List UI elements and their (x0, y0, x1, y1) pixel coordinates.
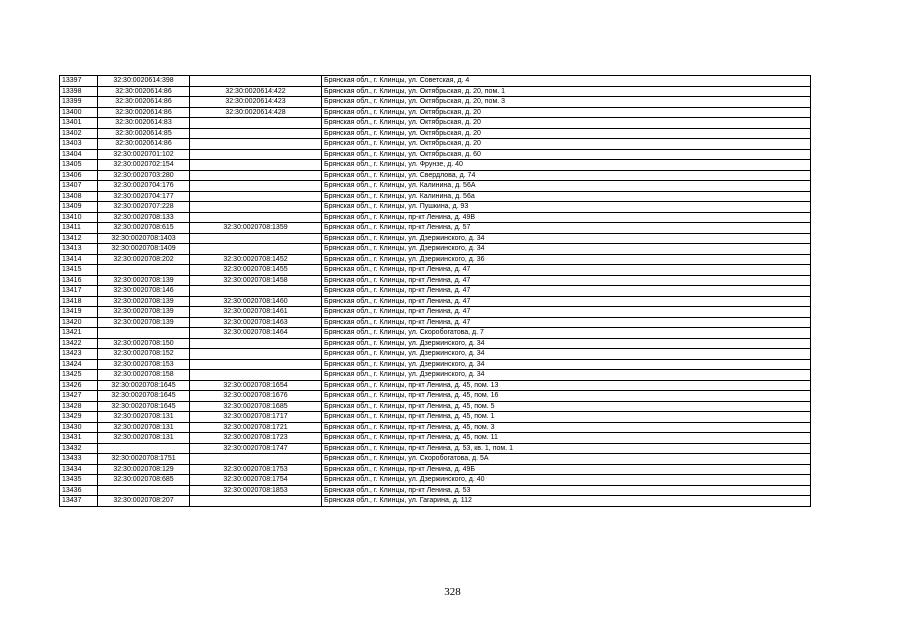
cadastral-number-cell: 32:30:0020702:154 (98, 160, 190, 171)
cadastral-number-cell (98, 443, 190, 454)
address-cell: Брянская обл., г. Клинцы, пр-кт Ленина, д. 47 (322, 296, 811, 307)
sub-cadastral-number-cell: 32:30:0020708:1685 (190, 401, 322, 412)
table-row (60, 433, 811, 444)
address-cell: Брянская обл., г. Клинцы, ул. Скоробогатова, д. 5А (322, 454, 811, 465)
row-number-cell: 13429 (60, 412, 98, 423)
cadastral-number-cell: 32:30:0020708:129 (98, 464, 190, 475)
table-row (60, 76, 811, 87)
table-row (60, 191, 811, 202)
row-number-cell: 13398 (60, 86, 98, 97)
sub-cadastral-number-cell (190, 160, 322, 171)
row-number-cell: 13428 (60, 401, 98, 412)
address-cell: Брянская обл., г. Клинцы, ул. Гагарина, д. 112 (322, 496, 811, 507)
cadastral-number-cell (98, 328, 190, 339)
sub-cadastral-number-cell (190, 244, 322, 255)
row-number-cell: 13408 (60, 191, 98, 202)
address-cell: Брянская обл., г. Клинцы, ул. Свердлова, д. 74 (322, 170, 811, 181)
cadastral-number-cell: 32:30:0020707:228 (98, 202, 190, 213)
table-row (60, 475, 811, 486)
table-row (60, 202, 811, 213)
cadastral-number-cell: 32:30:0020708:133 (98, 212, 190, 223)
sub-cadastral-number-cell (190, 149, 322, 160)
cadastral-number-cell: 32:30:0020614:86 (98, 139, 190, 150)
sub-cadastral-number-cell (190, 454, 322, 465)
address-cell: Брянская обл., г. Клинцы, пр-кт Ленина, д. 45, пом. 13 (322, 380, 811, 391)
sub-cadastral-number-cell: 32:30:0020614:428 (190, 107, 322, 118)
row-number-cell: 13437 (60, 496, 98, 507)
cadastral-number-cell: 32:30:0020614:86 (98, 86, 190, 97)
sub-cadastral-number-cell (190, 359, 322, 370)
cadastral-number-cell: 32:30:0020708:1751 (98, 454, 190, 465)
row-number-cell: 13406 (60, 170, 98, 181)
address-cell: Брянская обл., г. Клинцы, ул. Калинина, д. 56А (322, 181, 811, 192)
sub-cadastral-number-cell (190, 76, 322, 87)
row-number-cell: 13413 (60, 244, 98, 255)
cadastral-number-cell: 32:30:0020708:158 (98, 370, 190, 381)
sub-cadastral-number-cell (190, 233, 322, 244)
address-cell: Брянская обл., г. Клинцы, ул. Дзержинского, д. 34 (322, 359, 811, 370)
sub-cadastral-number-cell: 32:30:0020708:1853 (190, 485, 322, 496)
table-row (60, 233, 811, 244)
table-row (60, 139, 811, 150)
row-number-cell: 13419 (60, 307, 98, 318)
cadastral-number-cell: 32:30:0020708:146 (98, 286, 190, 297)
address-cell: Брянская обл., г. Клинцы, пр-кт Ленина, д. 47 (322, 307, 811, 318)
table-row (60, 223, 811, 234)
cadastral-number-cell: 32:30:0020614:85 (98, 128, 190, 139)
address-cell: Брянская обл., г. Клинцы, ул. Октябрьская, д. 20 (322, 139, 811, 150)
table-row (60, 454, 811, 465)
sub-cadastral-number-cell: 32:30:0020708:1717 (190, 412, 322, 423)
row-number-cell: 13436 (60, 485, 98, 496)
table-row (60, 464, 811, 475)
sub-cadastral-number-cell: 32:30:0020708:1455 (190, 265, 322, 276)
table-row (60, 160, 811, 171)
address-cell: Брянская обл., г. Клинцы, ул. Дзержинского, д. 40 (322, 475, 811, 486)
cadastral-number-cell: 32:30:0020708:139 (98, 296, 190, 307)
address-cell: Брянская обл., г. Клинцы, ул. Октябрьская, д. 20, пом. 1 (322, 86, 811, 97)
address-cell: Брянская обл., г. Клинцы, пр-кт Ленина, д. 47 (322, 265, 811, 276)
table-row (60, 254, 811, 265)
row-number-cell: 13435 (60, 475, 98, 486)
sub-cadastral-number-cell: 32:30:0020708:1461 (190, 307, 322, 318)
address-cell: Брянская обл., г. Клинцы, ул. Октябрьская, д. 20 (322, 128, 811, 139)
row-number-cell: 13404 (60, 149, 98, 160)
table-row (60, 265, 811, 276)
cadastral-number-cell: 32:30:0020614:398 (98, 76, 190, 87)
address-cell: Брянская обл., г. Клинцы, пр-кт Ленина, д. 47 (322, 275, 811, 286)
row-number-cell: 13401 (60, 118, 98, 129)
address-cell: Брянская обл., г. Клинцы, пр-кт Ленина, д. 45, пом. 5 (322, 401, 811, 412)
address-cell: Брянская обл., г. Клинцы, ул. Фрунзе, д. 40 (322, 160, 811, 171)
address-cell: Брянская обл., г. Клинцы, ул. Октябрьская, д. 20 (322, 107, 811, 118)
table-row (60, 275, 811, 286)
table-row (60, 212, 811, 223)
table-row (60, 359, 811, 370)
sub-cadastral-number-cell: 32:30:0020708:1753 (190, 464, 322, 475)
cadastral-number-cell: 32:30:0020701:102 (98, 149, 190, 160)
table-row (60, 149, 811, 160)
cadastral-number-cell: 32:30:0020708:1645 (98, 401, 190, 412)
cadastral-number-cell: 32:30:0020708:202 (98, 254, 190, 265)
address-cell: Брянская обл., г. Клинцы, ул. Дзержинского, д. 34 (322, 370, 811, 381)
table-row (60, 380, 811, 391)
table-row (60, 422, 811, 433)
cadastral-number-cell: 32:30:0020614:86 (98, 97, 190, 108)
address-cell: Брянская обл., г. Клинцы, ул. Скоробогатова, д. 7 (322, 328, 811, 339)
row-number-cell: 13427 (60, 391, 98, 402)
address-cell: Брянская обл., г. Клинцы, пр-кт Ленина, д. 47 (322, 286, 811, 297)
sub-cadastral-number-cell (190, 496, 322, 507)
row-number-cell: 13397 (60, 76, 98, 87)
cadastral-number-cell: 32:30:0020708:1403 (98, 233, 190, 244)
address-cell: Брянская обл., г. Клинцы, пр-кт Ленина, д. 57 (322, 223, 811, 234)
sub-cadastral-number-cell: 32:30:0020614:423 (190, 97, 322, 108)
address-cell: Брянская обл., г. Клинцы, пр-кт Ленина, д. 45, пом. 16 (322, 391, 811, 402)
row-number-cell: 13412 (60, 233, 98, 244)
address-cell: Брянская обл., г. Клинцы, пр-кт Ленина, д. 47 (322, 317, 811, 328)
row-number-cell: 13410 (60, 212, 98, 223)
cadastral-number-cell (98, 485, 190, 496)
sub-cadastral-number-cell: 32:30:0020708:1721 (190, 422, 322, 433)
sub-cadastral-number-cell: 32:30:0020708:1463 (190, 317, 322, 328)
table-row (60, 170, 811, 181)
table-row (60, 107, 811, 118)
sub-cadastral-number-cell (190, 139, 322, 150)
cadastral-number-cell: 32:30:0020614:83 (98, 118, 190, 129)
row-number-cell: 13417 (60, 286, 98, 297)
sub-cadastral-number-cell (190, 202, 322, 213)
cadastral-number-cell: 32:30:0020708:131 (98, 433, 190, 444)
table-row (60, 370, 811, 381)
table-row (60, 412, 811, 423)
address-cell: Брянская обл., г. Клинцы, ул. Пушкина, д. 93 (322, 202, 811, 213)
sub-cadastral-number-cell: 32:30:0020708:1676 (190, 391, 322, 402)
sub-cadastral-number-cell (190, 212, 322, 223)
row-number-cell: 13424 (60, 359, 98, 370)
row-number-cell: 13411 (60, 223, 98, 234)
row-number-cell: 13407 (60, 181, 98, 192)
cadastral-number-cell: 32:30:0020704:176 (98, 181, 190, 192)
address-cell: Брянская обл., г. Клинцы, пр-кт Ленина, д. 49Б (322, 464, 811, 475)
address-cell: Брянская обл., г. Клинцы, пр-кт Ленина, д. 53 (322, 485, 811, 496)
sub-cadastral-number-cell (190, 349, 322, 360)
address-cell: Брянская обл., г. Клинцы, пр-кт Ленина, д. 45, пом. 11 (322, 433, 811, 444)
sub-cadastral-number-cell (190, 286, 322, 297)
cadastral-number-cell: 32:30:0020708:139 (98, 317, 190, 328)
cadastral-number-cell: 32:30:0020704:177 (98, 191, 190, 202)
cadastral-number-cell: 32:30:0020708:152 (98, 349, 190, 360)
table-row (60, 128, 811, 139)
sub-cadastral-number-cell (190, 128, 322, 139)
sub-cadastral-number-cell (190, 170, 322, 181)
address-cell: Брянская обл., г. Клинцы, ул. Дзержинского, д. 34 (322, 244, 811, 255)
registry-table (59, 75, 811, 507)
row-number-cell: 13403 (60, 139, 98, 150)
row-number-cell: 13420 (60, 317, 98, 328)
address-cell: Брянская обл., г. Клинцы, ул. Дзержинского, д. 34 (322, 233, 811, 244)
row-number-cell: 13415 (60, 265, 98, 276)
address-cell: Брянская обл., г. Клинцы, ул. Дзержинского, д. 36 (322, 254, 811, 265)
row-number-cell: 13434 (60, 464, 98, 475)
address-cell: Брянская обл., г. Клинцы, ул. Октябрьская, д. 20, пом. 3 (322, 97, 811, 108)
cadastral-number-cell: 32:30:0020708:1645 (98, 391, 190, 402)
table-row (60, 349, 811, 360)
cadastral-number-cell (98, 265, 190, 276)
table-row (60, 401, 811, 412)
table-row (60, 338, 811, 349)
row-number-cell: 13422 (60, 338, 98, 349)
row-number-cell: 13433 (60, 454, 98, 465)
address-cell: Брянская обл., г. Клинцы, ул. Калинина, д. 56а (322, 191, 811, 202)
table-row (60, 181, 811, 192)
page-number: 328 (444, 586, 461, 598)
table-row (60, 118, 811, 129)
row-number-cell: 13431 (60, 433, 98, 444)
cadastral-number-cell: 32:30:0020708:150 (98, 338, 190, 349)
row-number-cell: 13432 (60, 443, 98, 454)
sub-cadastral-number-cell: 32:30:0020708:1359 (190, 223, 322, 234)
cadastral-number-cell: 32:30:0020708:1645 (98, 380, 190, 391)
row-number-cell: 13402 (60, 128, 98, 139)
row-number-cell: 13399 (60, 97, 98, 108)
row-number-cell: 13425 (60, 370, 98, 381)
row-number-cell: 13418 (60, 296, 98, 307)
table-row (60, 97, 811, 108)
sub-cadastral-number-cell (190, 370, 322, 381)
cadastral-number-cell: 32:30:0020708:131 (98, 422, 190, 433)
address-cell: Брянская обл., г. Клинцы, пр-кт Ленина, д. 45, пом. 1 (322, 412, 811, 423)
row-number-cell: 13430 (60, 422, 98, 433)
table-row (60, 496, 811, 507)
table-row (60, 244, 811, 255)
row-number-cell: 13414 (60, 254, 98, 265)
row-number-cell: 13423 (60, 349, 98, 360)
row-number-cell: 13405 (60, 160, 98, 171)
table-row (60, 86, 811, 97)
sub-cadastral-number-cell (190, 338, 322, 349)
row-number-cell: 13409 (60, 202, 98, 213)
sub-cadastral-number-cell: 32:30:0020708:1723 (190, 433, 322, 444)
row-number-cell: 13421 (60, 328, 98, 339)
registry-table-body (60, 76, 811, 507)
sub-cadastral-number-cell: 32:30:0020708:1754 (190, 475, 322, 486)
sub-cadastral-number-cell: 32:30:0020708:1458 (190, 275, 322, 286)
table-row (60, 443, 811, 454)
cadastral-number-cell: 32:30:0020708:1409 (98, 244, 190, 255)
address-cell: Брянская обл., г. Клинцы, пр-кт Ленина, д. 45, пом. 3 (322, 422, 811, 433)
cadastral-number-cell: 32:30:0020708:615 (98, 223, 190, 234)
address-cell: Брянская обл., г. Клинцы, ул. Дзержинского, д. 34 (322, 349, 811, 360)
cadastral-number-cell: 32:30:0020708:139 (98, 307, 190, 318)
sub-cadastral-number-cell: 32:30:0020708:1464 (190, 328, 322, 339)
address-cell: Брянская обл., г. Клинцы, ул. Октябрьская, д. 20 (322, 118, 811, 129)
sub-cadastral-number-cell: 32:30:0020708:1654 (190, 380, 322, 391)
table-row (60, 307, 811, 318)
row-number-cell: 13426 (60, 380, 98, 391)
table-row (60, 391, 811, 402)
address-cell: Брянская обл., г. Клинцы, ул. Дзержинского, д. 34 (322, 338, 811, 349)
sub-cadastral-number-cell: 32:30:0020708:1747 (190, 443, 322, 454)
cadastral-number-cell: 32:30:0020708:139 (98, 275, 190, 286)
sub-cadastral-number-cell (190, 181, 322, 192)
cadastral-number-cell: 32:30:0020614:86 (98, 107, 190, 118)
table-row (60, 328, 811, 339)
cadastral-number-cell: 32:30:0020708:207 (98, 496, 190, 507)
cadastral-number-cell: 32:30:0020708:685 (98, 475, 190, 486)
address-cell: Брянская обл., г. Клинцы, ул. Октябрьская, д. 60 (322, 149, 811, 160)
address-cell: Брянская обл., г. Клинцы, пр-кт Ленина, д. 53, кв. 1, пом. 1 (322, 443, 811, 454)
sub-cadastral-number-cell: 32:30:0020708:1452 (190, 254, 322, 265)
sub-cadastral-number-cell (190, 118, 322, 129)
sub-cadastral-number-cell: 32:30:0020614:422 (190, 86, 322, 97)
cadastral-number-cell: 32:30:0020708:131 (98, 412, 190, 423)
sub-cadastral-number-cell (190, 191, 322, 202)
row-number-cell: 13416 (60, 275, 98, 286)
table-row (60, 317, 811, 328)
table-row (60, 296, 811, 307)
cadastral-number-cell: 32:30:0020703:280 (98, 170, 190, 181)
sub-cadastral-number-cell: 32:30:0020708:1460 (190, 296, 322, 307)
cadastral-number-cell: 32:30:0020708:153 (98, 359, 190, 370)
row-number-cell: 13400 (60, 107, 98, 118)
table-row (60, 485, 811, 496)
address-cell: Брянская обл., г. Клинцы, ул. Советская, д. 4 (322, 76, 811, 87)
table-row (60, 286, 811, 297)
address-cell: Брянская обл., г. Клинцы, пр-кт Ленина, д. 49В (322, 212, 811, 223)
